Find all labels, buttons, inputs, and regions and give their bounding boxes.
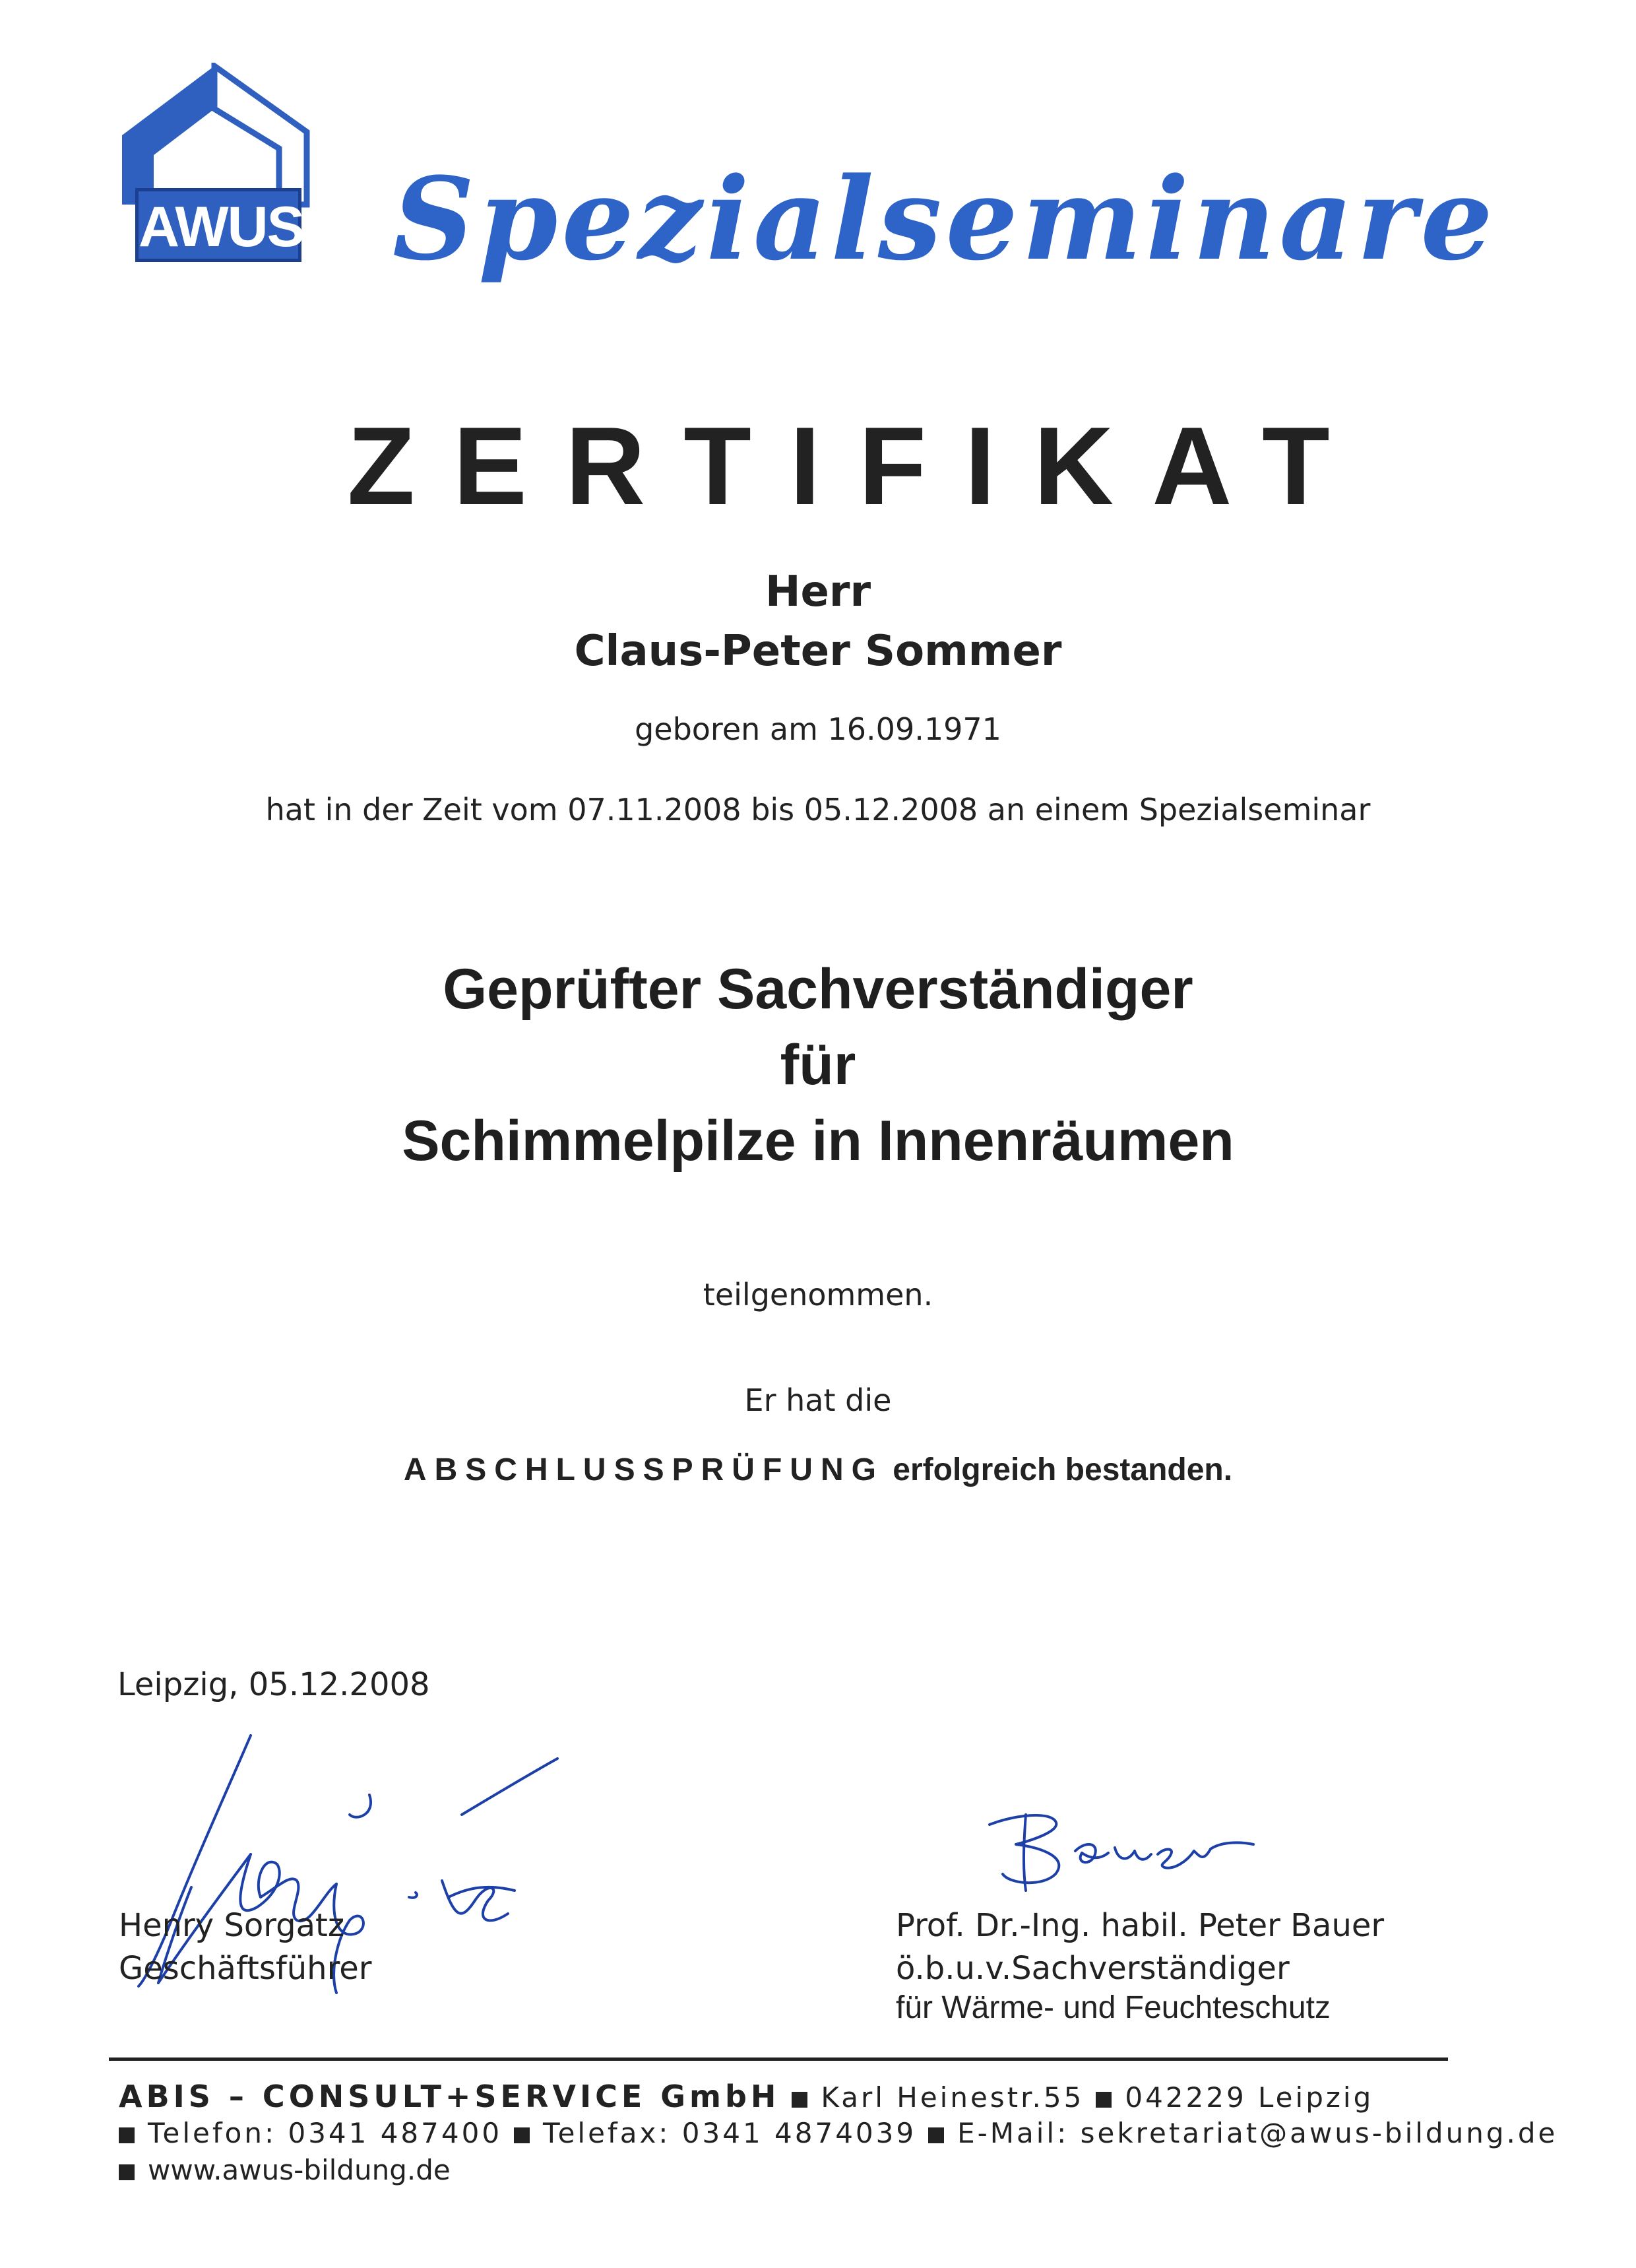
bullet-square-icon (928, 2127, 944, 2143)
recipient-name: Claus-Peter Sommer (574, 627, 1062, 676)
footer-fax: Telefax: 0341 4874039 (543, 2117, 917, 2149)
bullet-square-icon (119, 2127, 135, 2143)
right-signatory-title-1: ö.b.u.v.Sachverständiger (896, 1950, 1290, 1987)
footer-street: Karl Heinestr.55 (821, 2081, 1085, 2114)
logo-roof-right (214, 66, 307, 205)
footer-city: 042229 Leipzig (1125, 2081, 1374, 2114)
place-date: Leipzig, 05.12.2008 (117, 1666, 430, 1703)
bullet-square-icon (1096, 2092, 1112, 2108)
footer-line-2 (119, 2117, 1557, 2149)
bullet-square-icon (514, 2127, 530, 2143)
footer-line-1 (119, 2079, 1373, 2114)
footer-divider (109, 2057, 1448, 2061)
logo-text: AWUS (135, 188, 301, 262)
seminar-period-line: hat in der Zeit vom 07.11.2008 bis 05.12.2008 an einem Spezialseminar (265, 792, 1371, 827)
right-signatory-name: Prof. Dr.-Ing. habil. Peter Bauer (896, 1907, 1385, 1944)
passed-intro-text: Er hat die (744, 1382, 892, 1418)
recipient-salutation: Herr (765, 567, 871, 616)
brand-title: Spezialseminare (393, 152, 1497, 286)
footer-phone: Telefon: 0341 487400 (148, 2117, 503, 2149)
exam-word: ABSCHLUSSPRÜFUNG (403, 1452, 884, 1487)
left-signatory-name: Henry Sorgatz (119, 1907, 345, 1944)
birth-date-line: geboren am 16.09.1971 (635, 711, 1001, 747)
bullet-square-icon (792, 2092, 807, 2108)
course-title-line-1: Geprüfter Sachverständiger (443, 957, 1193, 1021)
right-signatory-title-2: für Wärme- und Feuchteschutz (896, 1990, 1331, 2025)
right-signature-image (976, 1801, 1260, 1900)
certificate-title: ZERTIFIKAT (347, 404, 1368, 528)
left-signatory-title: Geschäftsführer (119, 1950, 372, 1987)
course-title-line-3: Schimmelpilze in Innenräumen (402, 1109, 1234, 1173)
footer-website[interactable]: www.awus-bildung.de (148, 2154, 451, 2186)
footer-company: ABIS – CONSULT+SERVICE GmbH (119, 2079, 780, 2114)
exam-result-line (0, 1452, 1636, 1488)
exam-result: erfolgreich bestanden. (893, 1452, 1233, 1487)
course-title-line-2: für (780, 1033, 856, 1097)
participated-text: teilgenommen. (703, 1277, 933, 1312)
bullet-square-icon (119, 2164, 135, 2180)
footer-line-3 (119, 2154, 451, 2186)
logo-roof-left (122, 66, 214, 205)
footer-email[interactable]: E-Mail: sekretariat@awus-bildung.de (957, 2117, 1558, 2149)
